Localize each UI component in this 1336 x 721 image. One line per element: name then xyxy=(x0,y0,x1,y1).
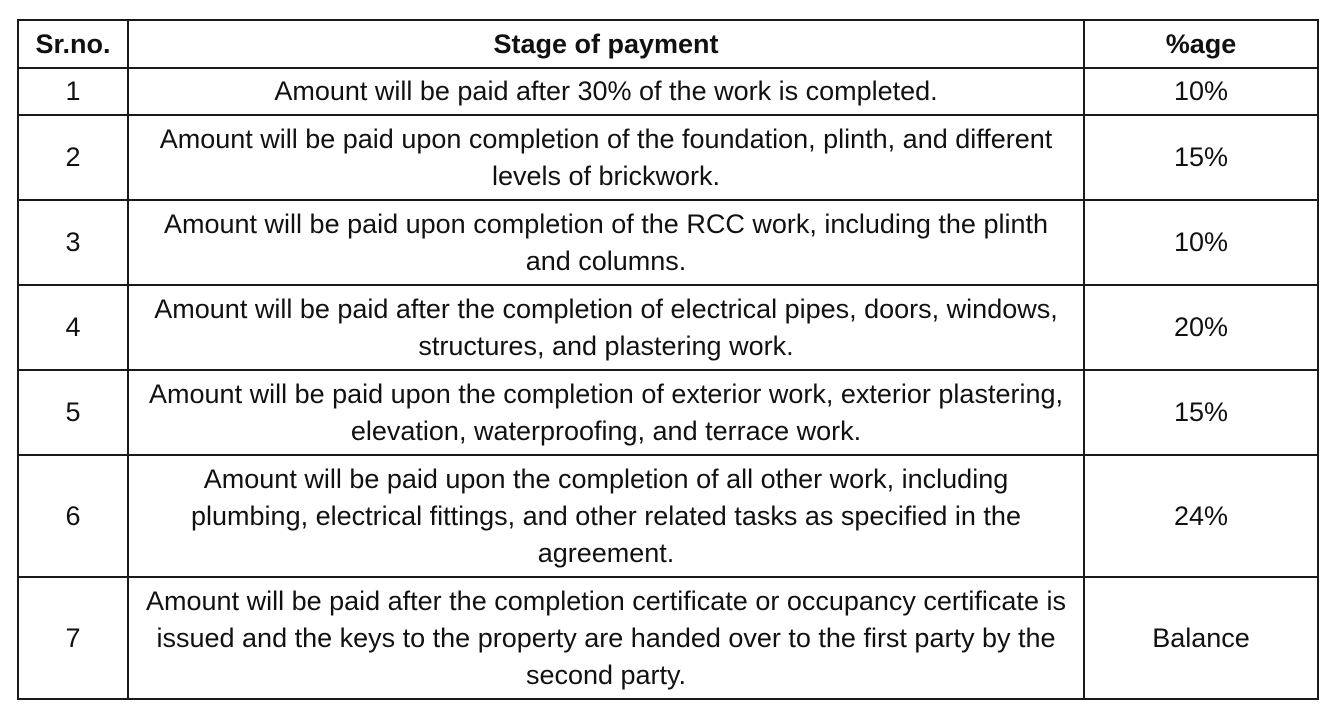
table-row xyxy=(18,115,1318,200)
cell-sr-no: 4 xyxy=(18,285,128,370)
table-row xyxy=(18,370,1318,455)
cell-stage: Amount will be paid upon completion of the RCC work, including the plinth and columns. xyxy=(128,200,1084,285)
table-header-row xyxy=(18,20,1318,68)
cell-sr-no: 5 xyxy=(18,370,128,455)
cell-percentage: 15% xyxy=(1084,115,1318,200)
cell-stage: Amount will be paid upon the completion of all other work, including plumbing, electrical fittings, and other related tasks as specified in the agreement. xyxy=(128,455,1084,577)
cell-sr-no: 7 xyxy=(18,577,128,699)
header-stage-of-payment: Stage of payment xyxy=(128,20,1084,68)
cell-sr-no: 3 xyxy=(18,200,128,285)
cell-percentage: 10% xyxy=(1084,200,1318,285)
cell-sr-no: 6 xyxy=(18,455,128,577)
header-percentage: %age xyxy=(1084,20,1318,68)
header-sr-no: Sr.no. xyxy=(18,20,128,68)
cell-stage: Amount will be paid after the completion of electrical pipes, doors, windows, structures, and plastering work. xyxy=(128,285,1084,370)
cell-stage: Amount will be paid after 30% of the work is completed. xyxy=(128,68,1084,115)
payment-schedule-table xyxy=(17,19,1319,700)
cell-percentage: 10% xyxy=(1084,68,1318,115)
cell-stage: Amount will be paid upon completion of the foundation, plinth, and different levels of brickwork. xyxy=(128,115,1084,200)
table-row xyxy=(18,455,1318,577)
cell-percentage: 20% xyxy=(1084,285,1318,370)
cell-percentage: Balance xyxy=(1084,577,1318,699)
table-row xyxy=(18,68,1318,115)
cell-percentage: 24% xyxy=(1084,455,1318,577)
cell-percentage: 15% xyxy=(1084,370,1318,455)
table-row xyxy=(18,285,1318,370)
table-row xyxy=(18,577,1318,699)
table-row xyxy=(18,200,1318,285)
cell-stage: Amount will be paid upon the completion of exterior work, exterior plastering, elevation, waterproofing, and terrace work. xyxy=(128,370,1084,455)
cell-sr-no: 2 xyxy=(18,115,128,200)
cell-sr-no: 1 xyxy=(18,68,128,115)
cell-stage: Amount will be paid after the completion certificate or occupancy certificate is issued and the keys to the property are handed over to the first party by the second party. xyxy=(128,577,1084,699)
